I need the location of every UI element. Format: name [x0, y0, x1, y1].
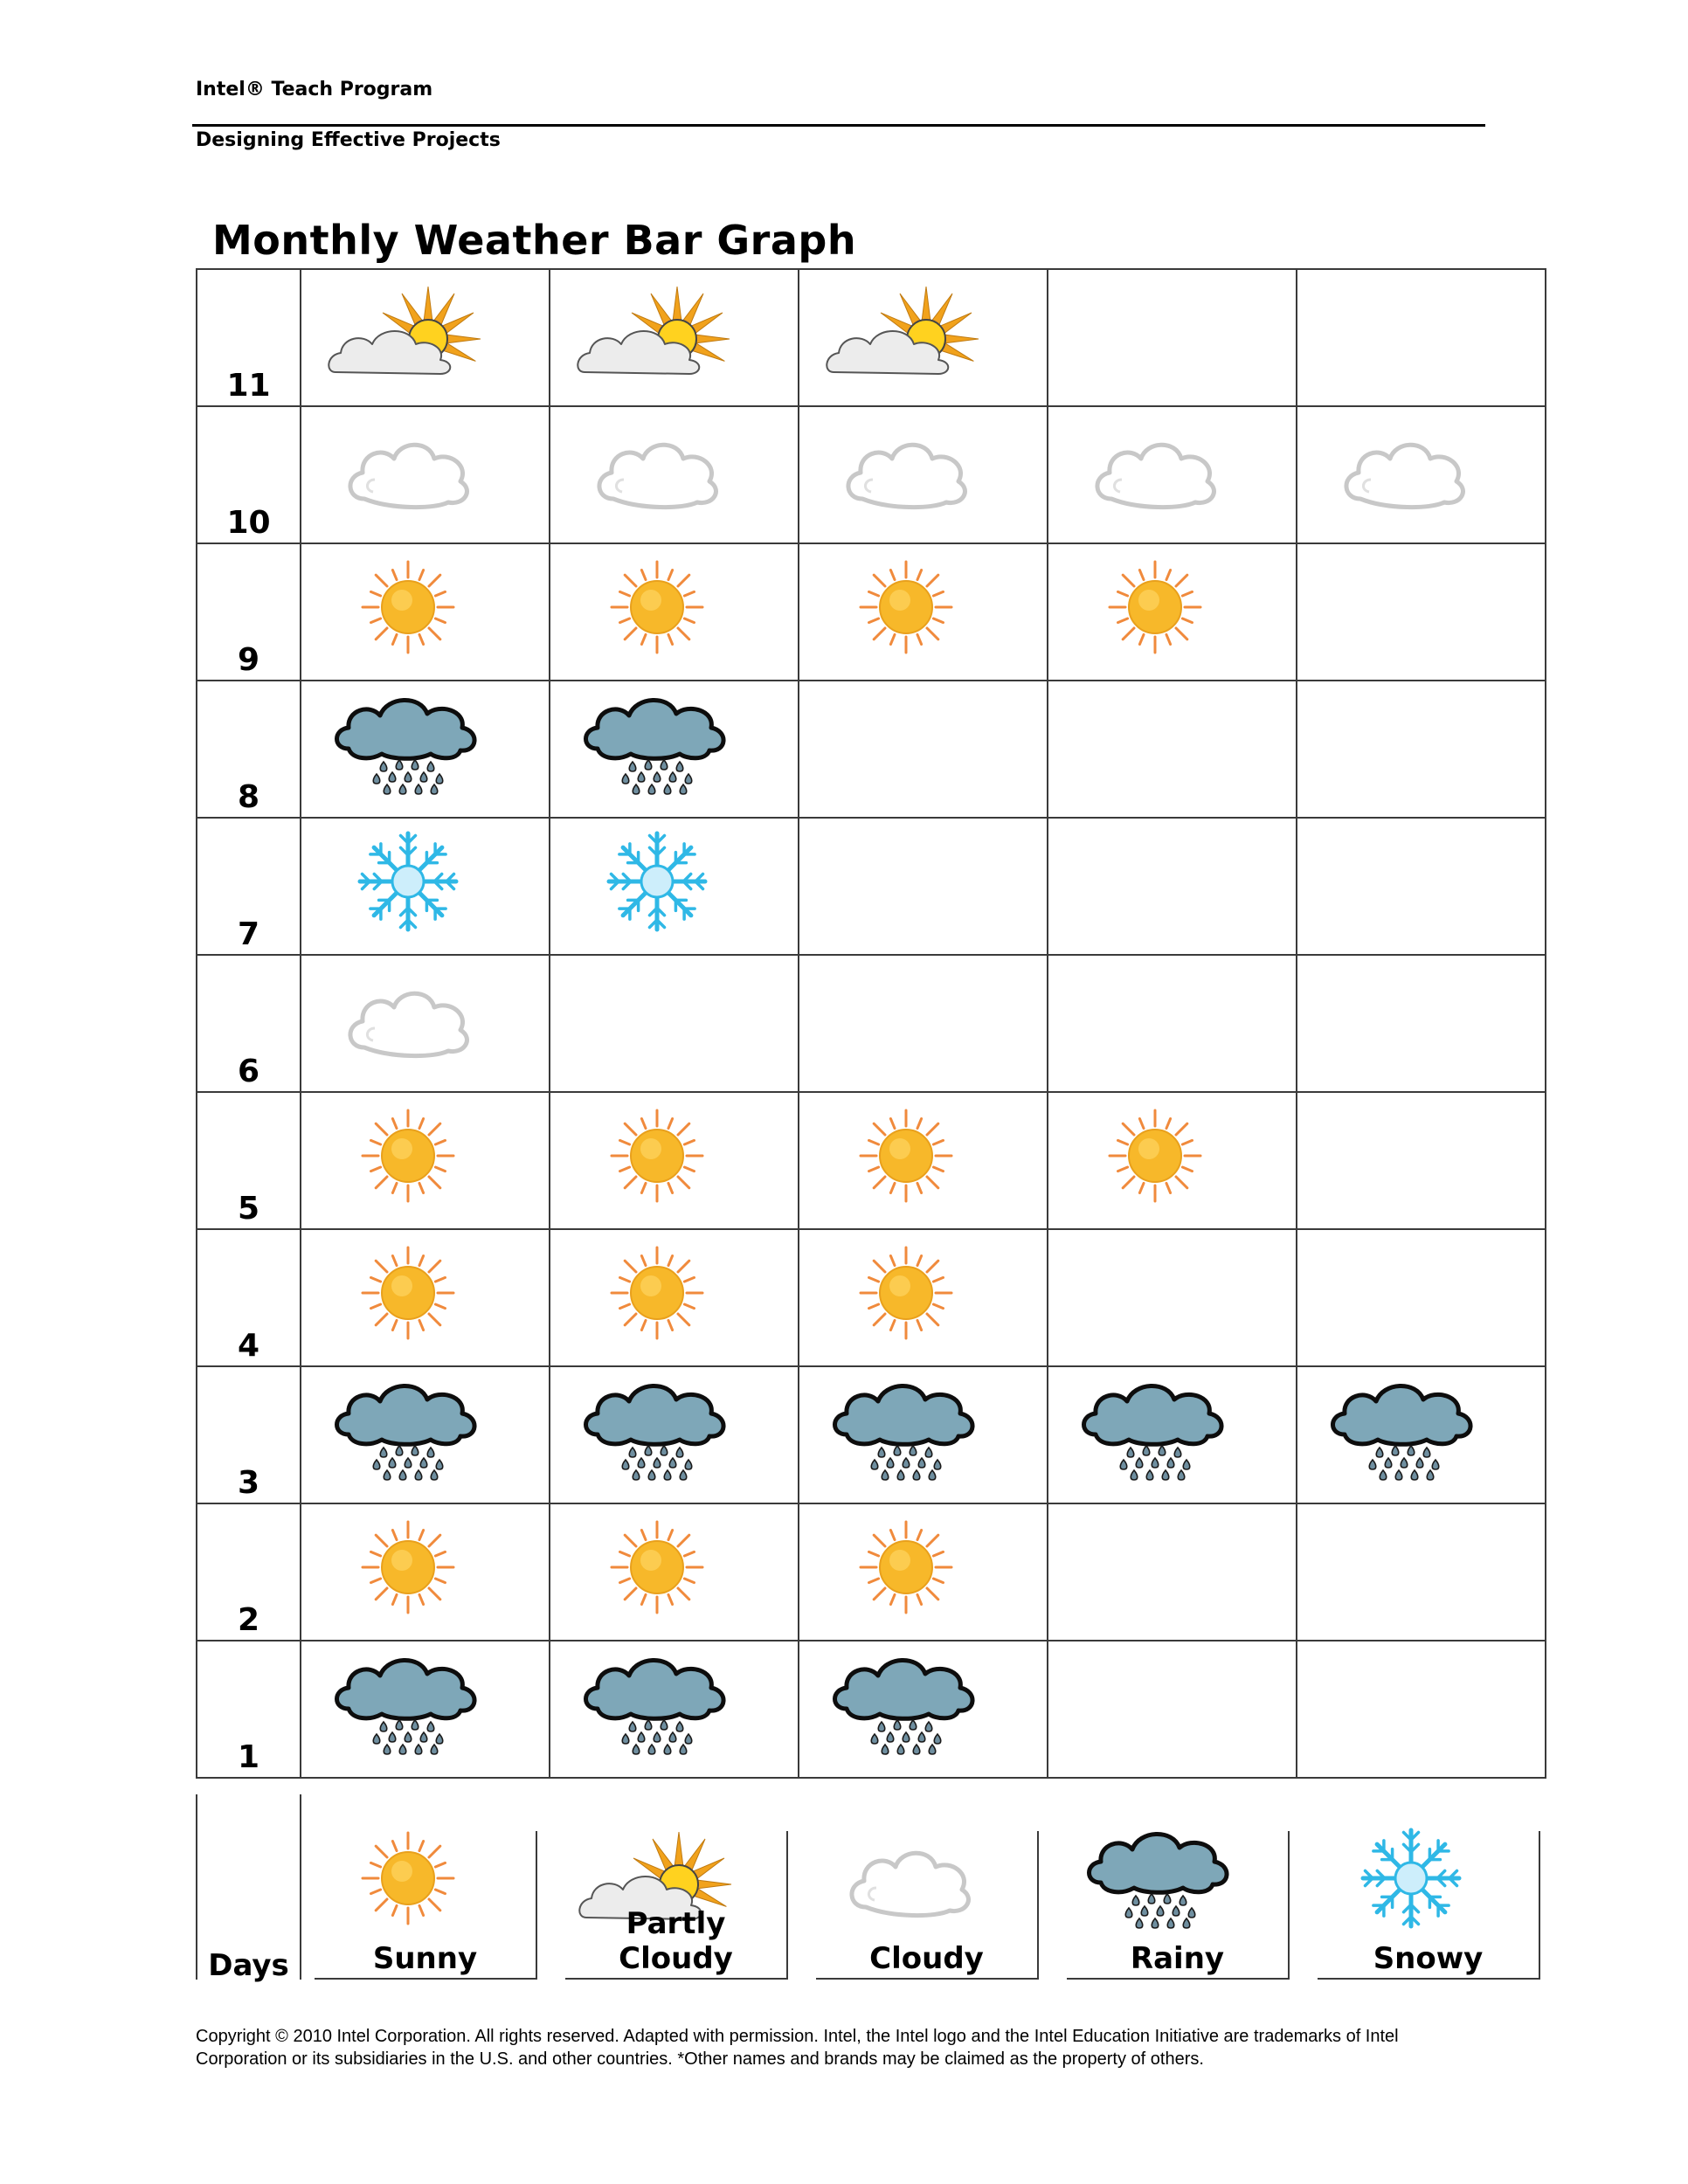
rain-cloud-icon	[827, 1373, 985, 1490]
snowflake-icon	[1354, 1821, 1468, 1939]
rain-cloud-icon	[578, 688, 736, 805]
grid-cell	[550, 1641, 799, 1778]
rain-cloud-icon	[578, 1648, 736, 1765]
category-rainy	[1067, 1831, 1290, 1980]
grid-row	[197, 1503, 1546, 1641]
row-number: 1	[237, 1739, 260, 1775]
sun-icon	[356, 555, 460, 663]
grid-row	[197, 269, 1546, 406]
row-number: 6	[237, 1054, 260, 1089]
row-number-cell	[197, 1366, 301, 1503]
grid-cell	[1297, 406, 1546, 543]
grid-cell	[1297, 1092, 1546, 1229]
sun-icon	[356, 1826, 460, 1934]
grid-cell	[1048, 1366, 1297, 1503]
sun-icon	[356, 1103, 460, 1212]
cloud-icon	[338, 422, 478, 522]
grid-row	[197, 681, 1546, 818]
category-snowy	[1318, 1831, 1540, 1980]
grid-cell	[1048, 1092, 1297, 1229]
cloud-icon	[836, 422, 976, 522]
grid-row	[197, 543, 1546, 681]
grid-cell	[799, 1366, 1048, 1503]
row-number: 2	[237, 1602, 260, 1638]
row-number-cell	[197, 406, 301, 543]
category-cloudy	[816, 1831, 1039, 1980]
category-label: Partly Cloudy	[619, 1906, 733, 1976]
sun-icon	[605, 1103, 709, 1212]
grid-cell	[1297, 818, 1546, 955]
grid-cell	[799, 955, 1048, 1092]
grid-cell	[301, 269, 550, 406]
grid-cell	[550, 1503, 799, 1641]
grid-cell	[1048, 1641, 1297, 1778]
grid-cell	[1048, 269, 1297, 406]
grid-row	[197, 1641, 1546, 1778]
grid-cell	[550, 1366, 799, 1503]
rain-cloud-icon	[329, 1648, 487, 1765]
grid-cell	[799, 543, 1048, 681]
grid-cell	[799, 1092, 1048, 1229]
grid-row	[197, 1092, 1546, 1229]
category-label: Rainy	[1130, 1941, 1225, 1976]
grid-cell	[1048, 543, 1297, 681]
grid-row	[197, 955, 1546, 1092]
row-number: 9	[237, 642, 260, 678]
grid-row	[197, 406, 1546, 543]
grid-cell	[799, 1641, 1048, 1778]
grid-cell	[301, 1229, 550, 1366]
grid-cell	[301, 818, 550, 955]
row-number-cell	[197, 1503, 301, 1641]
sun-icon	[605, 1241, 709, 1349]
sun-icon	[854, 1515, 958, 1623]
grid-cell	[1048, 681, 1297, 818]
grid-cell	[799, 269, 1048, 406]
row-number-cell	[197, 955, 301, 1092]
row-number-cell	[197, 681, 301, 818]
cloud-icon	[840, 1830, 979, 1930]
grid-cell	[1297, 681, 1546, 818]
sun-icon	[356, 1515, 460, 1623]
rain-cloud-icon	[827, 1648, 985, 1765]
sun-icon	[1103, 555, 1207, 663]
grid-cell	[1048, 818, 1297, 955]
grid-cell	[1297, 1366, 1546, 1503]
category-sunny	[315, 1831, 537, 1980]
rain-cloud-icon	[329, 1373, 487, 1490]
grid-cell	[1297, 269, 1546, 406]
grid-cell	[1048, 406, 1297, 543]
category-partly-cloudy	[565, 1831, 788, 1980]
partly-cloudy-icon	[574, 285, 740, 384]
snowflake-icon	[351, 825, 465, 942]
grid-cell	[799, 1503, 1048, 1641]
grid-cell	[1297, 1503, 1546, 1641]
grid-cell	[550, 269, 799, 406]
grid-row	[197, 818, 1546, 955]
cloud-icon	[587, 422, 727, 522]
grid-cell	[301, 1503, 550, 1641]
sun-icon	[605, 1515, 709, 1623]
grid-cell	[799, 818, 1048, 955]
row-number: 7	[237, 916, 260, 952]
sun-icon	[356, 1241, 460, 1349]
grid-cell	[550, 406, 799, 543]
grid-cell	[1048, 955, 1297, 1092]
grid-cell	[301, 1366, 550, 1503]
grid-cell	[550, 818, 799, 955]
grid-cell	[550, 955, 799, 1092]
project-subtitle: Designing Effective Projects	[196, 129, 501, 151]
grid-cell	[301, 681, 550, 818]
category-row	[196, 1794, 1550, 1983]
row-number-cell	[197, 543, 301, 681]
copyright-notice: Copyright © 2010 Intel Corporation. All rights reserved. Adapted with permission. Intel, the Intel logo and the Intel Education Initiative are trademarks of Intel Corporation or its subsidiaries in the U.S. and other countries. *Other names and brands may be claimed as the property of others.	[196, 2027, 1399, 2069]
page-title: Monthly Weather Bar Graph	[212, 217, 857, 264]
grid-cell	[1048, 1503, 1297, 1641]
sun-icon	[854, 1241, 958, 1349]
grid-cell	[1297, 1641, 1546, 1778]
days-axis-label: Days	[208, 1948, 289, 1983]
grid-row	[197, 1229, 1546, 1366]
grid-cell	[550, 543, 799, 681]
partly-cloudy-icon	[823, 285, 989, 384]
grid-cell	[799, 1229, 1048, 1366]
cloud-icon	[338, 971, 478, 1070]
row-number: 11	[226, 368, 271, 404]
program-header: Intel® Teach Program	[196, 79, 433, 100]
sun-icon	[1103, 1103, 1207, 1212]
grid-cell	[301, 955, 550, 1092]
row-number: 3	[237, 1465, 260, 1501]
rain-cloud-icon	[1076, 1373, 1234, 1490]
sun-icon	[854, 555, 958, 663]
category-label: Sunny	[372, 1941, 478, 1976]
row-number-cell	[197, 269, 301, 406]
grid-cell	[550, 1229, 799, 1366]
weather-pictograph-grid	[196, 268, 1546, 1779]
row-number-cell	[197, 1641, 301, 1778]
header-divider	[192, 124, 1485, 127]
grid-cell	[301, 1092, 550, 1229]
cloud-icon	[1085, 422, 1225, 522]
category-label: Snowy	[1373, 1941, 1484, 1976]
partly-cloudy-icon	[325, 285, 491, 384]
row-number: 10	[226, 505, 271, 541]
grid-cell	[799, 406, 1048, 543]
rain-cloud-icon	[1325, 1373, 1483, 1490]
row-number: 5	[237, 1191, 260, 1227]
grid-cell	[799, 681, 1048, 818]
grid-cell	[1297, 1229, 1546, 1366]
row-number-cell	[197, 818, 301, 955]
rain-cloud-icon	[578, 1373, 736, 1490]
row-number-cell	[197, 1092, 301, 1229]
grid-cell	[301, 406, 550, 543]
row-number-cell	[197, 1229, 301, 1366]
row-number: 4	[237, 1328, 260, 1364]
snowflake-icon	[600, 825, 714, 942]
sun-icon	[605, 555, 709, 663]
category-label: Cloudy	[869, 1941, 984, 1976]
grid-cell	[550, 681, 799, 818]
rain-cloud-icon	[329, 688, 487, 805]
grid-cell	[301, 543, 550, 681]
grid-cell	[1297, 955, 1546, 1092]
grid-cell	[550, 1092, 799, 1229]
sun-icon	[854, 1103, 958, 1212]
grid-cell	[301, 1641, 550, 1778]
cloud-icon	[1334, 422, 1474, 522]
grid-row	[197, 1366, 1546, 1503]
row-number: 8	[237, 779, 260, 815]
grid-cell	[1048, 1229, 1297, 1366]
grid-cell	[1297, 543, 1546, 681]
rain-cloud-icon	[1082, 1821, 1239, 1939]
